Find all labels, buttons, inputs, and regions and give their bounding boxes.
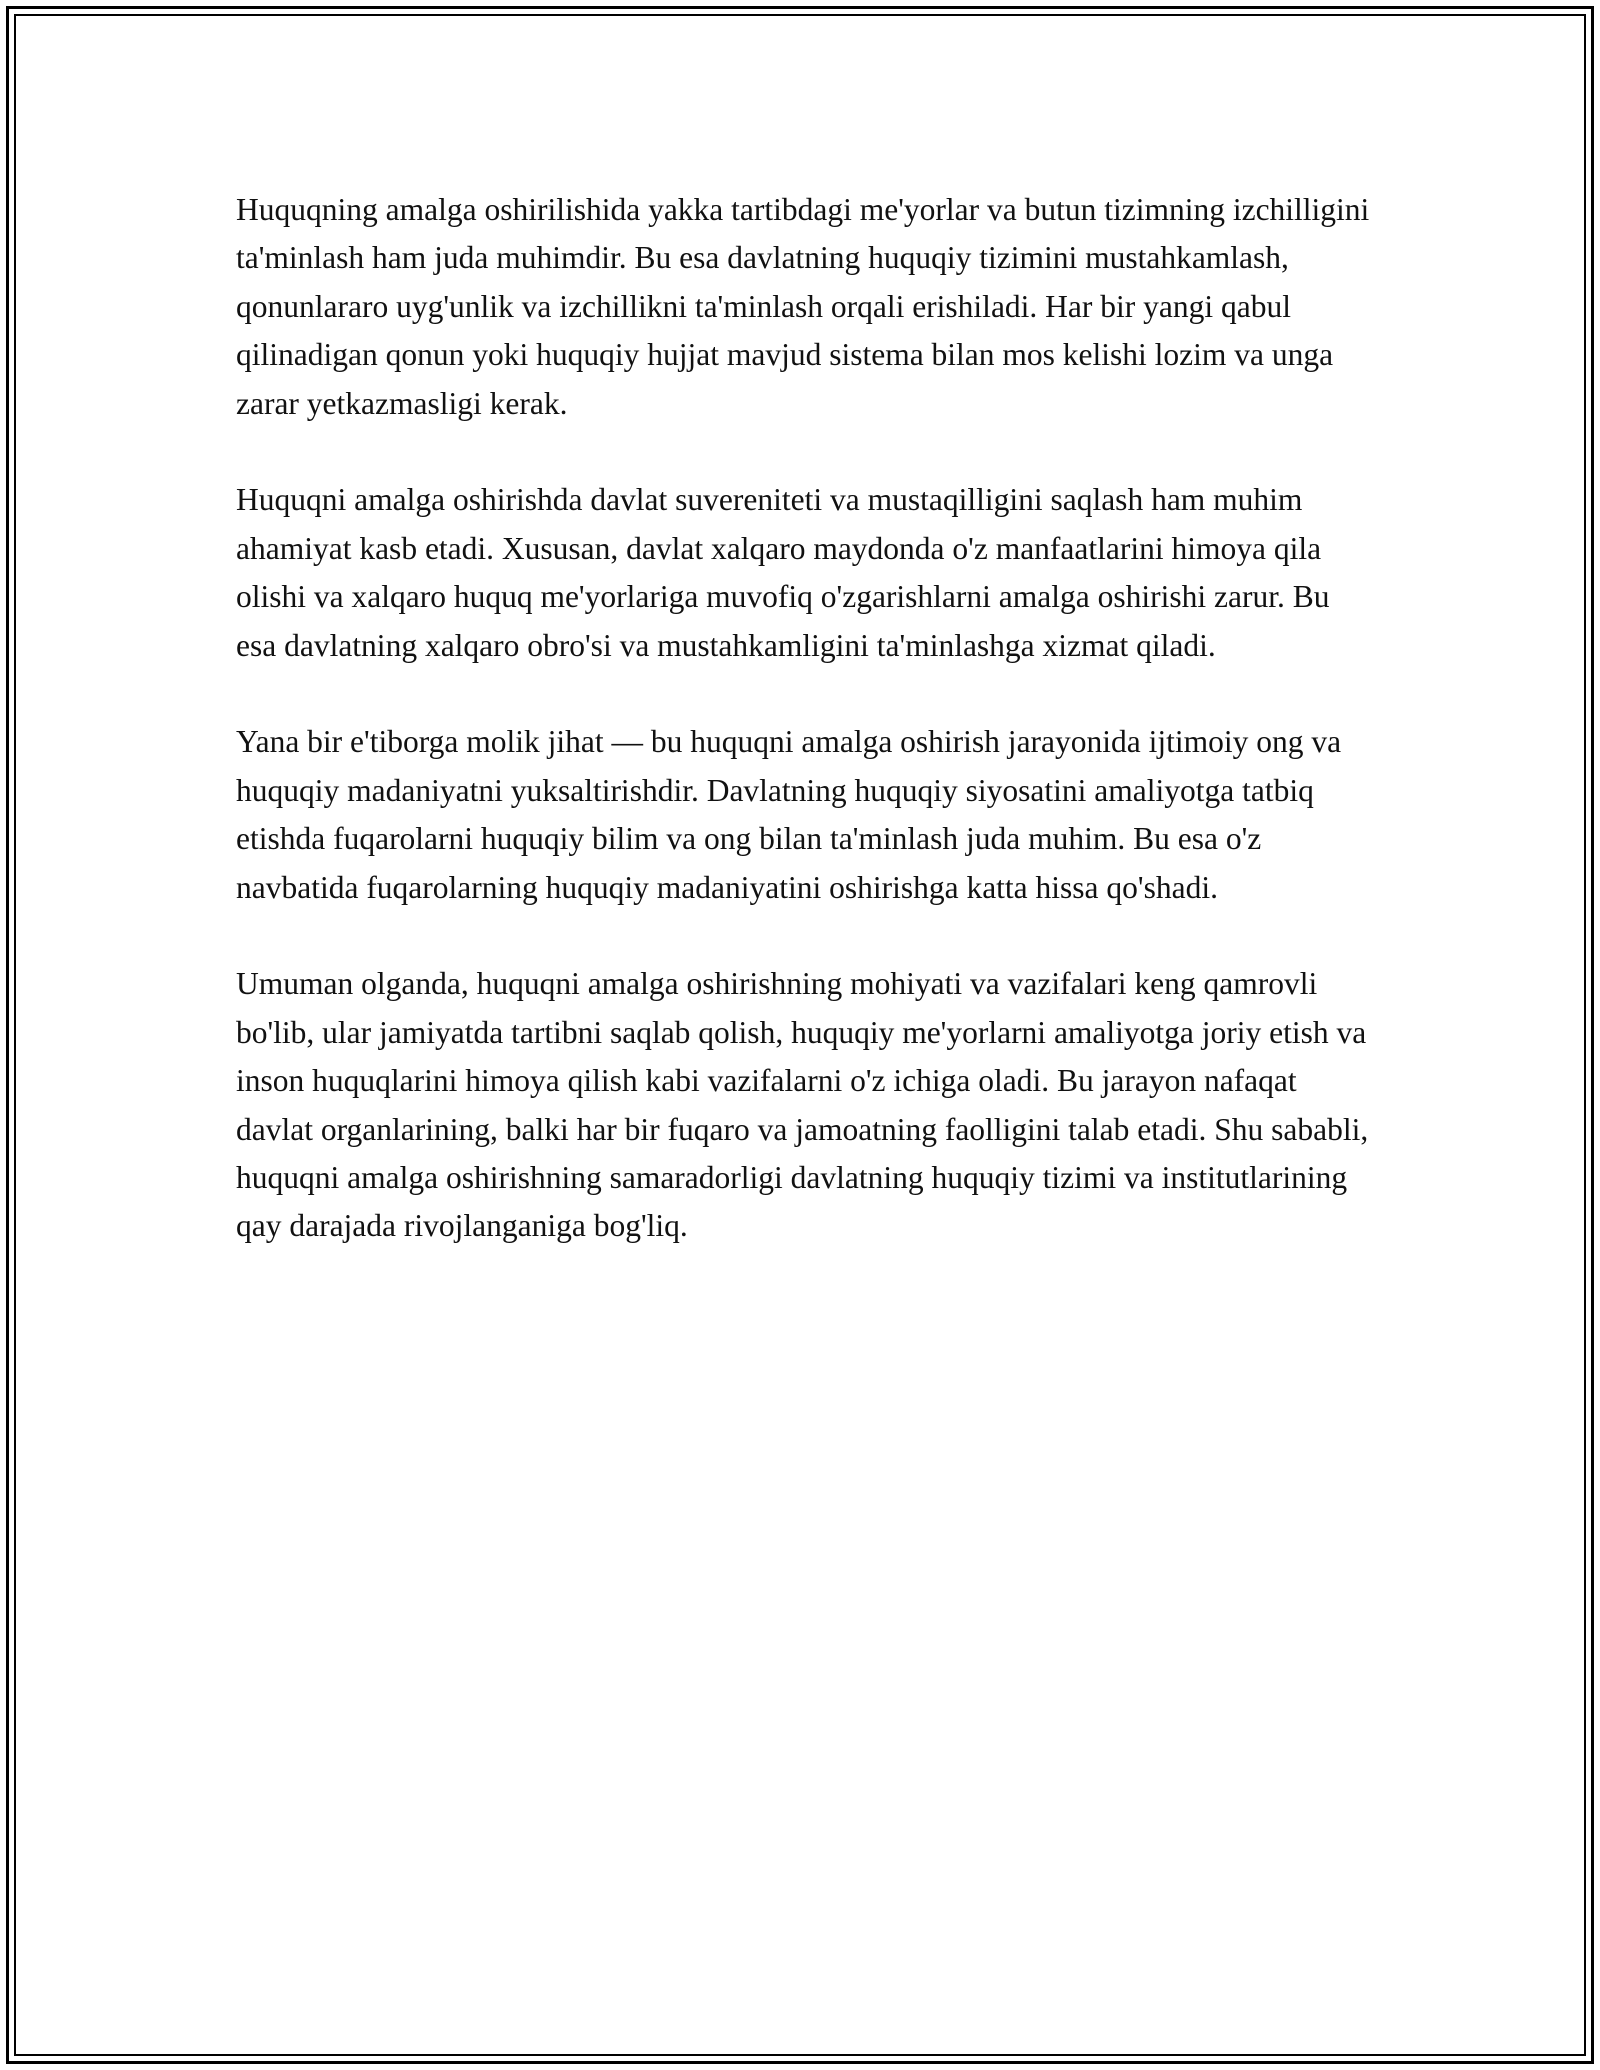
document-body [236,186,1376,1251]
paragraph-3: Yana bir e'tiborga molik jihat — bu huquqni amalga oshirish jarayonida ijtimoiy ong va huquqiy madaniyatni yuksaltirishdir. Davlatning huquqiy siyosatini amaliyotga tatbiq etishda fuqarolarni huquqiy bilim va ong bilan ta'minlash juda muhim. Bu esa o'z navbatida fuqarolarning huquqiy madaniyatini oshirishga katta hissa qo'shadi. [236,724,1342,905]
paragraph-1: Huquqning amalga oshirilishida yakka tartibdagi me'yorlar va butun tizimning izchilligini ta'minlash ham juda muhimdir. Bu esa davlatning huquqiy tizimini mustahkamlash, qonunlararo uyg'unlik va izchillikni ta'minlash orqali erishiladi. Har bir yangi qabul qilinadigan qonun yoki huquqiy hujjat mavjud sistema bilan mos kelishi lozim va unga zarar yetkazmasligi kerak. [236,192,1370,421]
paragraph-4: Umuman olganda, huquqni amalga oshirishning mohiyati va vazifalari keng qamrovli bo'lib, ular jamiyatda tartibni saqlab qolish, huquqiy me'yorlarni amaliyotga joriy etish va inson huquqlarini himoya qilish kabi vazifalarni o'z ichiga oladi. Bu jarayon nafaqat davlat organlarining, balki har bir fuqaro va jamoatning faolligini talab etadi. Shu sababli, huquqni amalga oshirishning samaradorligi davlatning huquqiy tizimi va institutlarining qay darajada rivojlanganiga bog'liq. [236,966,1369,1244]
paragraph-2: Huquqni amalga oshirishda davlat suvereniteti va mustaqilligini saqlash ham muhim ahamiyat kasb etadi. Xususan, davlat xalqaro maydonda o'z manfaatlarini himoya qila olishi va xalqaro huquq me'yorlariga muvofiq o'zgarishlarni amalga oshirishi zarur. Bu esa davlatning xalqaro obro'si va mustahkamligini ta'minlashga xizmat qiladi. [236,482,1330,663]
